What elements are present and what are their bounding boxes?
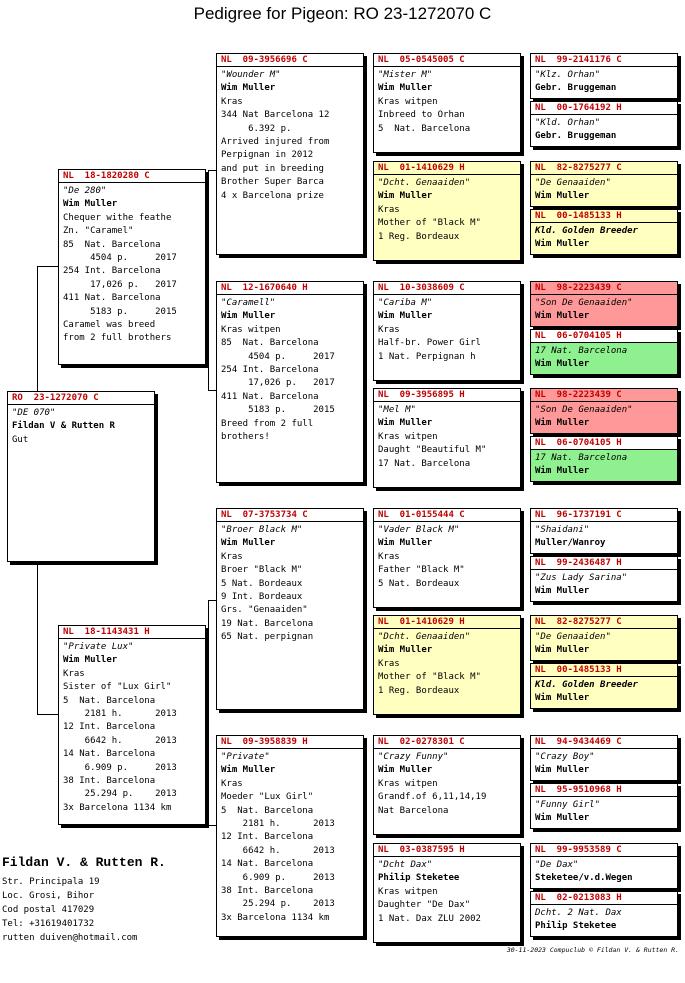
detail-line: 17 Nat. Barcelona (378, 458, 471, 469)
pigeon-name: Kld. Golden Breeder (535, 680, 638, 690)
pigeon-details (531, 522, 677, 553)
detail-line: 85 Nat. Barcelona (221, 338, 319, 349)
ring-number: NL 06-0704105 H (531, 330, 677, 343)
ring-number: NL 95-9510968 H (531, 784, 677, 797)
pigeon-details (217, 749, 363, 927)
detail-line: Grs. "Genaaiden" (221, 605, 308, 616)
breeder: Wim Muller (378, 311, 433, 322)
detail-line: Kras (378, 204, 400, 215)
pigeon-details (374, 629, 520, 700)
ring-number: NL 03-0387595 H (374, 844, 520, 857)
pigeon-details (374, 295, 520, 366)
pigeon-details (531, 223, 677, 254)
detail-line: Kras (221, 778, 243, 789)
pigeon-details (531, 402, 677, 433)
breeder: Wim Muller (221, 311, 276, 322)
breeder: Wim Muller (378, 645, 433, 656)
email[interactable]: rutten duiven@hotmail.com (2, 933, 138, 943)
detail-line: Kras (221, 96, 243, 107)
detail-line: 5 Nat. Barcelona (221, 805, 314, 816)
pigeon-name: "Zus Lady Sarina" (535, 573, 628, 583)
detail-line: Kras witpen (378, 778, 438, 789)
detail-line: brothers! (221, 432, 270, 443)
detail-line: Kras (378, 324, 400, 335)
pigeon-name: "Son De Genaaiden" (535, 298, 633, 308)
pigeon-name: "Mel M" (378, 405, 416, 415)
detail-line: Grandf.of 6,11,14,19 (378, 792, 487, 803)
detail-line: 6.392 p. (221, 123, 292, 134)
pigeon-name: "Klz. Orhan" (535, 70, 601, 80)
breeder: Fildan V & Rutten R (12, 421, 115, 432)
pigeon-name: 17 Nat. Barcelona (535, 453, 628, 463)
page-title: Pedigree for Pigeon: RO 23-1272070 C (193, 4, 492, 23)
detail-line: Moeder "Lux Girl" (221, 792, 314, 803)
pigeon-name: "Wounder M" (221, 70, 281, 80)
breeder: Wim Muller (535, 765, 590, 776)
pigeon-card-ffm[interactable] (373, 161, 521, 261)
pigeon-card-g11[interactable] (530, 615, 678, 661)
detail-line: 5 Nat. Bordeaux (378, 578, 460, 589)
pigeon-name: "De Genaaiden" (535, 632, 611, 642)
pigeon-card-g13[interactable] (530, 735, 678, 781)
pigeon-details (374, 857, 520, 928)
pigeon-name: Kld. Golden Breeder (535, 226, 638, 236)
detail-line: 5 Nat. Barcelona (378, 123, 471, 134)
detail-line: Half-br. Power Girl (378, 338, 481, 349)
breeder: Wim Muller (378, 191, 433, 202)
pigeon-details (531, 629, 677, 660)
pigeon-name: "Private Lux" (63, 642, 134, 652)
detail-line: 254 Int. Barcelona (221, 365, 319, 376)
pigeon-details (531, 797, 677, 828)
breeder: Wim Muller (535, 586, 590, 597)
detail-line: Kras witpen (378, 431, 438, 442)
detail-line: 5 Nat. Barcelona (63, 695, 156, 706)
ring-number: NL 18-1820280 C (59, 170, 205, 183)
detail-line: 3x Barcelona 1134 km (63, 802, 172, 813)
pigeon-card-root[interactable] (7, 391, 155, 562)
detail-line: 14 Nat. Barcelona (221, 859, 314, 870)
pigeon-details (531, 115, 677, 146)
pigeon-card-mfm[interactable] (373, 615, 521, 715)
ring-number: NL 02-0213083 H (531, 892, 677, 905)
detail-line: 411 Nat. Barcelona (221, 391, 319, 402)
ring-number: NL 06-0704105 H (531, 437, 677, 450)
pigeon-card-mf[interactable] (216, 508, 364, 710)
address-line: Loc. Grosi, Bihor (2, 891, 95, 901)
detail-line: Mother of "Black M" (378, 218, 481, 229)
pigeon-details (531, 677, 677, 708)
pigeon-card-g9[interactable] (530, 508, 678, 554)
pigeon-details (531, 67, 677, 98)
pigeon-details (531, 749, 677, 780)
pigeon-card-g6[interactable] (530, 329, 678, 375)
detail-line: 85 Nat. Barcelona (63, 239, 161, 250)
detail-line: 12 Int. Barcelona (221, 832, 314, 843)
detail-line: 6642 h. 2013 (221, 845, 335, 856)
ring-number: NL 99-2141176 C (531, 54, 677, 67)
breeder: Wim Muller (63, 199, 118, 210)
detail-line: 6642 h. 2013 (63, 735, 177, 746)
pigeon-card-g15[interactable] (530, 843, 678, 889)
pigeon-name: "De Genaaiden" (535, 178, 611, 188)
breeder-address (2, 875, 137, 945)
detail-line: Daughter "De Dax" (378, 900, 471, 911)
ring-number: NL 82-8275277 C (531, 616, 677, 629)
detail-line: Nat Barcelona (378, 805, 449, 816)
pigeon-name: "Dcht. Genaaiden" (378, 178, 471, 188)
pigeon-details (59, 183, 205, 348)
detail-line: Kras (221, 551, 243, 562)
pigeon-card-g5[interactable] (530, 281, 678, 327)
pigeon-name: "Mister M" (378, 70, 433, 80)
ring-number: NL 12-1670640 H (217, 282, 363, 295)
breeder: Wim Muller (535, 239, 590, 250)
detail-line: Kras (378, 551, 400, 562)
pigeon-details (217, 67, 363, 205)
breeder: Wim Muller (535, 813, 590, 824)
pigeon-name: "Dcht Dax" (378, 860, 433, 870)
breeder: Wim Muller (221, 765, 276, 776)
detail-line: Kras witpen (221, 324, 281, 335)
detail-line: Broer "Black M" (221, 565, 303, 576)
ring-number: NL 96-1737191 C (531, 509, 677, 522)
detail-line: 12 Int. Barcelona (63, 722, 156, 733)
pigeon-details (531, 295, 677, 326)
ring-number: NL 07-3753734 C (217, 509, 363, 522)
pigeon-card-g8[interactable] (530, 436, 678, 482)
ring-number: NL 09-3956895 H (374, 389, 520, 402)
detail-line: Chequer withe feathe (63, 212, 172, 223)
detail-line: 17,026 p. 2017 (221, 378, 335, 389)
ring-number: NL 10-3038609 C (374, 282, 520, 295)
breeder: Wim Muller (535, 466, 590, 477)
breeder: Wim Muller (535, 311, 590, 322)
pigeon-card-fff[interactable] (373, 53, 521, 153)
ring-number: NL 99-2436487 H (531, 557, 677, 570)
breeder: Wim Muller (378, 765, 433, 776)
pigeon-name: 17 Nat. Barcelona (535, 346, 628, 356)
detail-line: 6.909 p. 2013 (221, 872, 335, 883)
pigeon-name: "Cariba M" (378, 298, 433, 308)
address-line: Str. Principala 19 (2, 877, 100, 887)
detail-line: 9 Int. Bordeaux (221, 592, 303, 603)
ring-number: NL 01-1410629 H (374, 616, 520, 629)
pigeon-card-mmm[interactable] (373, 843, 521, 943)
ring-number: NL 02-0278301 C (374, 736, 520, 749)
ring-number: RO 23-1272070 C (8, 392, 154, 405)
pigeon-details (374, 402, 520, 473)
ring-number: NL 94-9434469 C (531, 736, 677, 749)
detail-line: 1 Nat. Perpignan h (378, 351, 476, 362)
pigeon-card-g2[interactable] (530, 101, 678, 147)
pigeon-name: "De 280" (63, 186, 107, 196)
breeder: Wim Muller (378, 418, 433, 429)
detail-line: 2181 h. 2013 (221, 819, 335, 830)
pigeon-card-g7[interactable] (530, 388, 678, 434)
detail-line: 14 Nat. Barcelona (63, 749, 156, 760)
breeder: Wim Muller (63, 655, 118, 666)
ring-number: NL 82-8275277 C (531, 162, 677, 175)
detail-line: Daught "Beautiful M" (378, 445, 487, 456)
pigeon-card-g14[interactable] (530, 783, 678, 829)
pigeon-card-g10[interactable] (530, 556, 678, 602)
pigeon-card-mother[interactable] (58, 625, 206, 825)
pigeon-card-g3[interactable] (530, 161, 678, 207)
copyright-note: 30-11-2023 Compuclub © Fildan V. & Rutten R. (506, 946, 679, 954)
pigeon-details (8, 405, 154, 449)
pigeon-name: "Private" (221, 752, 270, 762)
ring-number: NL 99-9953589 C (531, 844, 677, 857)
detail-line: from 2 full brothers (63, 333, 172, 344)
ring-number: NL 00-1764192 H (531, 102, 677, 115)
detail-line: Kras witpen (378, 96, 438, 107)
pigeon-details (374, 67, 520, 138)
pigeon-card-g16[interactable] (530, 891, 678, 937)
pigeon-card-g12[interactable] (530, 663, 678, 709)
detail-line: Father "Black M" (378, 565, 465, 576)
pigeon-details (374, 522, 520, 593)
detail-line: 5 Nat. Bordeaux (221, 578, 303, 589)
detail-line: 38 Int. Barcelona (63, 776, 156, 787)
pigeon-card-mmf[interactable] (373, 735, 521, 835)
detail-line: 4504 p. 2017 (63, 253, 177, 264)
detail-line: 65 Nat. perpignan (221, 632, 314, 643)
detail-line: 4504 p. 2017 (221, 351, 335, 362)
pigeon-details (531, 343, 677, 374)
ring-number: NL 05-0545005 C (374, 54, 520, 67)
detail-line: Mother of "Black M" (378, 672, 481, 683)
pigeon-name: "Funny Girl" (535, 800, 601, 810)
detail-line: 2181 h. 2013 (63, 709, 177, 720)
detail-line: Inbreed to Orhan (378, 110, 465, 121)
pigeon-name: "De Dax" (535, 860, 579, 870)
pigeon-name: "Kld. Orhan" (535, 118, 601, 128)
breeder: Wim Muller (378, 538, 433, 549)
breeder: Wim Muller (221, 538, 276, 549)
detail-line: 25.294 p. 2013 (221, 899, 335, 910)
detail-line: 6.909 p. 2013 (63, 762, 177, 773)
detail-line: Brother Super Barca (221, 177, 324, 188)
ring-number: NL 00-1485133 H (531, 210, 677, 223)
pigeon-name: "DE 070" (12, 408, 56, 418)
detail-line: 19 Nat. Barcelona (221, 618, 314, 629)
breeder-name: Fildan V. & Rutten R. (2, 855, 166, 870)
breeder: Wim Muller (535, 693, 590, 704)
ring-number: NL 18-1143431 H (59, 626, 205, 639)
pigeon-name: Dcht. 2 Nat. Dax (535, 908, 622, 918)
pigeon-name: "Vader Black M" (378, 525, 460, 535)
pigeon-card-fmf[interactable] (373, 281, 521, 381)
address-line: Cod postal 417029 (2, 905, 95, 915)
detail-line: 1 Reg. Bordeaux (378, 231, 460, 242)
detail-line: 254 Int. Barcelona (63, 266, 161, 277)
detail-line: 1 Reg. Bordeaux (378, 685, 460, 696)
detail-line: Caramel was breed (63, 320, 156, 331)
detail-line: Breed from 2 full (221, 418, 314, 429)
detail-line: and put in breeding (221, 163, 324, 174)
pigeon-name: "Dcht. Genaaiden" (378, 632, 471, 642)
ring-number: NL 09-3958839 H (217, 736, 363, 749)
breeder: Wim Muller (535, 645, 590, 656)
breeder: Philip Steketee (378, 873, 460, 884)
detail-line: 3x Barcelona 1134 km (221, 912, 330, 923)
detail-line: 5183 p. 2015 (221, 405, 335, 416)
pigeon-name: "Crazy Boy" (535, 752, 595, 762)
pigeon-name: "Caramell" (221, 298, 276, 308)
detail-line: 4 x Barcelona prize (221, 190, 324, 201)
pigeon-details (217, 522, 363, 647)
breeder: Philip Steketee (535, 921, 617, 932)
pigeon-details (531, 857, 677, 888)
breeder: Wim Muller (535, 359, 590, 370)
pigeon-name: "Shaidani" (535, 525, 590, 535)
detail-line: Sister of "Lux Girl" (63, 682, 172, 693)
pigeon-card-g4[interactable] (530, 209, 678, 255)
pigeon-details (531, 175, 677, 206)
detail-line: 5183 p. 2015 (63, 306, 177, 317)
pigeon-name: "Crazy Funny" (378, 752, 449, 762)
pigeon-details (374, 175, 520, 246)
pigeon-details (59, 639, 205, 817)
ring-number: NL 01-0155444 C (374, 509, 520, 522)
pigeon-card-g1[interactable] (530, 53, 678, 99)
detail-line: Kras (63, 668, 85, 679)
pigeon-card-mff[interactable] (373, 508, 521, 608)
phone: Tel: +31619401732 (2, 919, 95, 929)
ring-number: NL 01-1410629 H (374, 162, 520, 175)
ring-number: NL 09-3956696 C (217, 54, 363, 67)
pigeon-details (531, 450, 677, 481)
pigeon-card-fmm[interactable] (373, 388, 521, 488)
detail-line: Arrived injured from (221, 137, 330, 148)
breeder: Gebr. Bruggeman (535, 131, 617, 142)
ring-number: NL 98-2223439 C (531, 282, 677, 295)
ring-number: NL 98-2223439 C (531, 389, 677, 402)
pigeon-card-ff[interactable] (216, 53, 364, 255)
pigeon-details (374, 749, 520, 820)
pigeon-card-fm[interactable] (216, 281, 364, 483)
breeder: Wim Muller (221, 83, 276, 94)
breeder: Wim Muller (535, 191, 590, 202)
breeder: Muller/Wanroy (535, 538, 606, 549)
pigeon-details (531, 905, 677, 936)
detail-line: 17,026 p. 2017 (63, 279, 177, 290)
detail-line: 344 Nat Barcelona 12 (221, 110, 330, 121)
detail-line: Zn. "Caramel" (63, 226, 134, 237)
breeder: Steketee/v.d.Wegen (535, 873, 633, 884)
pigeon-card-mm[interactable] (216, 735, 364, 937)
pigeon-card-father[interactable] (58, 169, 206, 365)
detail-line: Kras witpen (378, 886, 438, 897)
pigeon-details (217, 295, 363, 446)
pigeon-name: "Broer Black M" (221, 525, 303, 535)
breeder: Wim Muller (378, 83, 433, 94)
detail-line: 411 Nat. Barcelona (63, 293, 161, 304)
pigeon-name: "Son De Genaaiden" (535, 405, 633, 415)
detail-line: Kras (378, 658, 400, 669)
detail-line: 38 Int. Barcelona (221, 886, 314, 897)
ring-number: NL 00-1485133 H (531, 664, 677, 677)
breeder: Wim Muller (535, 418, 590, 429)
breeder: Gebr. Bruggeman (535, 83, 617, 94)
detail-line: 1 Nat. Dax ZLU 2002 (378, 913, 481, 924)
detail-line: 25.294 p. 2013 (63, 789, 177, 800)
detail-line: Gut (12, 434, 29, 445)
detail-line: Perpignan in 2012 (221, 150, 314, 161)
pigeon-details (531, 570, 677, 601)
